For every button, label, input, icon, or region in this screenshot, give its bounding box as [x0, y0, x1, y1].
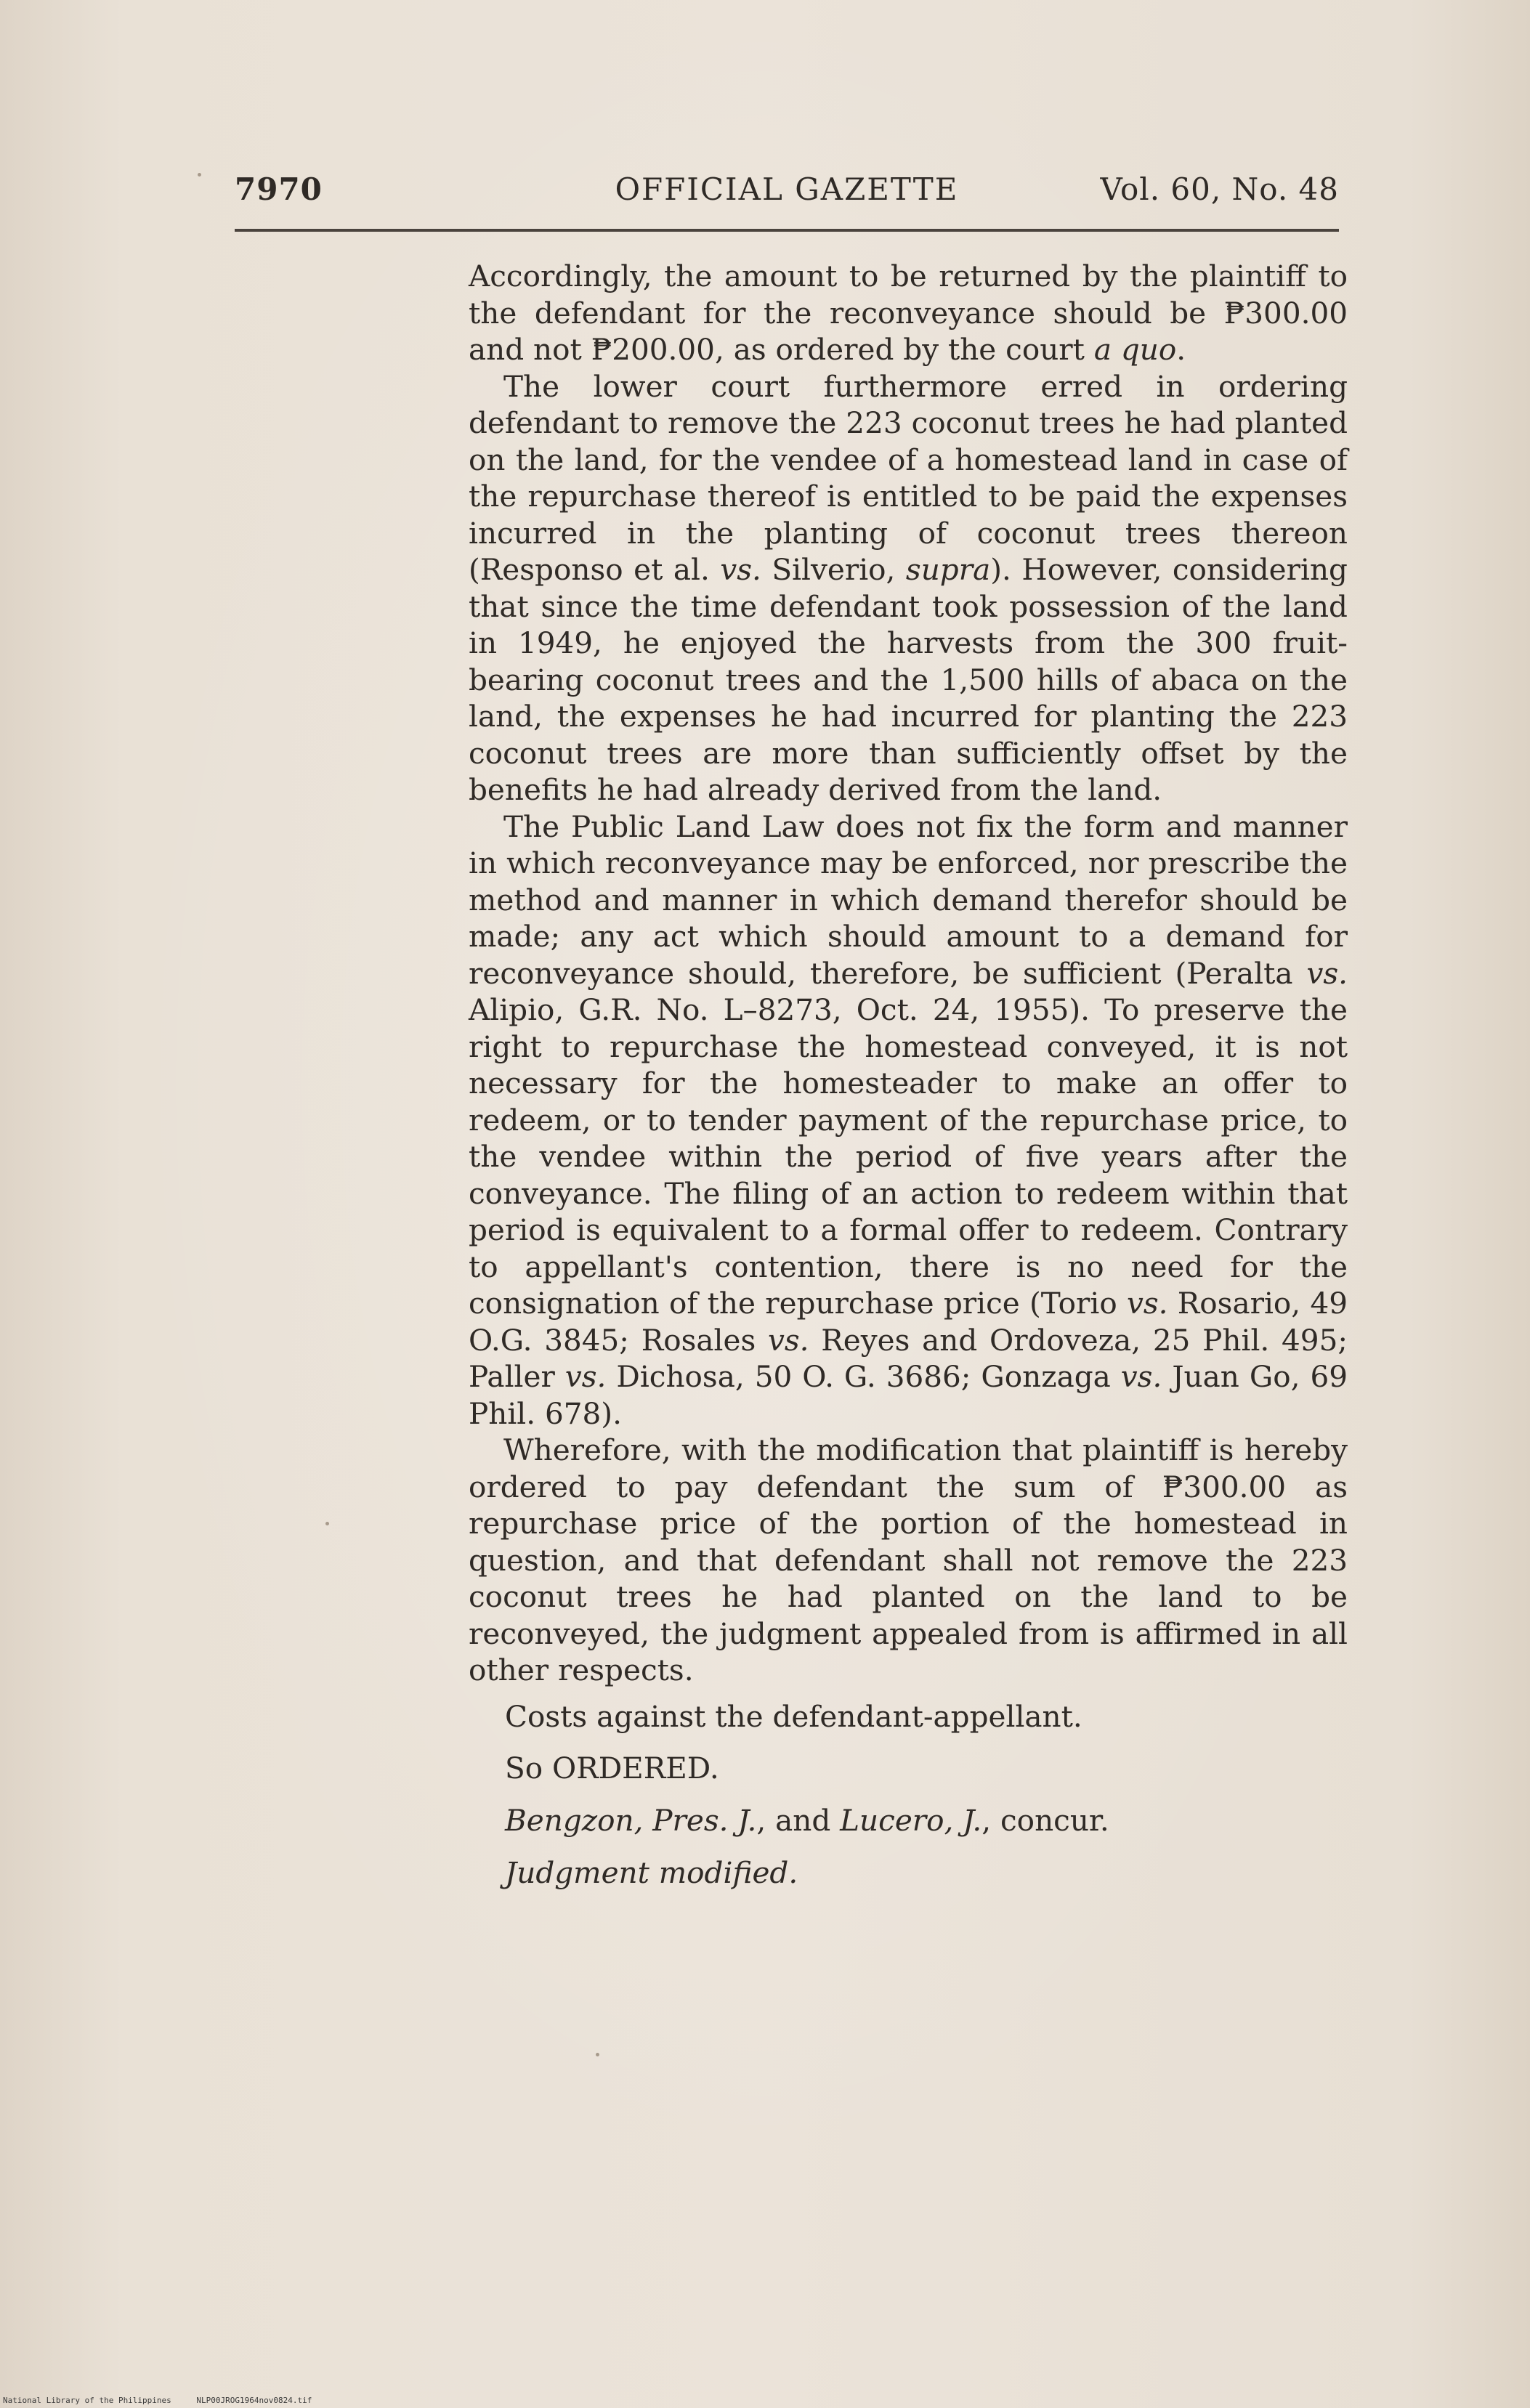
header-rule: [235, 229, 1339, 232]
paper-speck: [325, 1522, 329, 1525]
paragraph-4: Wherefore, with the modification that plaintiff is hereby ordered to pay defendant the sum of ₱300.00 as repurchase price of the portion of the homestead in question, and that defendant shall not remove the 223 coconut trees he had planted on the land to be reconveyed, the judgment appealed from is affirmed in all other respects.: [469, 1432, 1348, 1687]
decision-text: [469, 258, 1348, 1689]
library-credit: National Library of the Philippines: [3, 2396, 171, 2405]
paper-speck: [198, 173, 201, 177]
paper-speck: [596, 2053, 599, 2056]
paragraph-1: Accordingly, the amount to be returned by the plaintiff to the defendant for the reconveyance should be ₱300.00 and not ₱200.00, as ordered by the court a quo.: [469, 259, 1348, 367]
concurrence-line: Bengzon, Pres. J., and Lucero, J., concur.: [505, 1803, 1109, 1838]
paragraph-3: The Public Land Law does not fix the form and manner in which reconveyance may be enforced, nor prescribe the method and manner in which demand therefor should be made; any act which should amount to a demand for reconveyance should, therefore, be sufficient (Peralta vs. Alipio, G.R. No. L–8273, Oct. 24, 1955). To preserve the right to repurchase the homestead conveyed, it is not necessary for the homesteader to make an offer to redeem, or to tender payment of the repurchase price, to the vendee within the period of five years after the conveyance. The filing of an action to redeem within that period is equivalent to a formal offer to redeem. Contrary to appellant's contention, there is no need for the consignation of the repurchase price (Torio vs. Rosario, 49 O.G. 3845; Rosales vs. Reyes and Ordoveza, 25 Phil. 495; Paller vs. Dichosa, 50 O. G. 3686; Gonzaga vs. Juan Go, 69 Phil. 678).: [469, 808, 1348, 1431]
scan-filename: NLP00JROG1964nov0824.tif: [196, 2396, 312, 2405]
so-ordered-line: So ORDERED.: [505, 1751, 719, 1785]
page-header: [235, 171, 1339, 222]
judgment-line: Judgment modified.: [505, 1855, 798, 1890]
paragraph-2: The lower court furthermore erred in ordering defendant to remove the 223 coconut trees he had planted on the land, for the vendee of a homestead land in case of the repurchase thereof is entitled to be paid the expenses incurred in the planting of coconut trees thereon (Responso et al. vs. Silverio, supra). However, considering that since the time defendant took possession of the land in 1949, he enjoyed the harvests from the 300 fruit-bearing coconut trees and the 1,500 hills of abaca on the land, the expenses he had incurred for planting the 223 coconut trees are more than sufficiently offset by the benefits he had already derived from the land.: [469, 368, 1348, 807]
scan-footer: [3, 2396, 332, 2405]
page-number: 7970: [235, 171, 323, 207]
costs-line: Costs against the defendant-appellant.: [505, 1699, 1082, 1734]
publication-title: OFFICIAL GAZETTE: [615, 171, 959, 207]
volume-info: Vol. 60, No. 48: [1100, 171, 1339, 207]
